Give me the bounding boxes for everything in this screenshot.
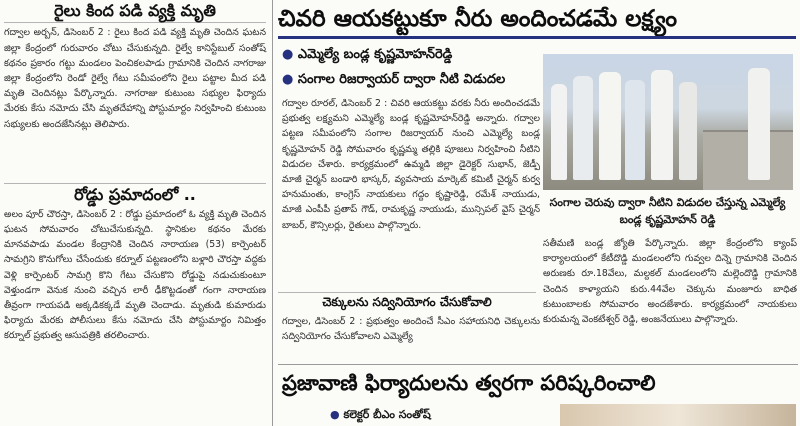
bottom-headline: ప్రజావాణి ఫిర్యాదులను త్వరగా పరిష్కరించాలి	[282, 371, 656, 395]
person-figure	[679, 82, 697, 180]
side-story-body: సతీమణి బండ్ల జ్యోతి పేర్కొన్నారు. జిల్లా కేంద్రంలోని క్యాంప్ కార్యాలయంలో కేటీదొడ్డి మండలంలోని గువ్వల దిన్నె గ్రామానికి చెందిన అరుణకు రూ.18వేలు, మల్దకల్ మండలంలోని మల్లెందొడ్డి గ్రామానికి చెందిన కాళ్యాయని కురు.44వేల చెక్కును మంజూరు బాధిత కుటుంబాలకు సోమవారం అందజేశారు. కార్యక్రమంలో నాయకులు కురుమన్న వెంకటేశ్వర్ రెడ్డి, అంజనేయులు పాల్గొన్నారు.	[543, 238, 797, 326]
bottom-divider	[278, 364, 798, 365]
person-figure	[748, 68, 770, 180]
bullet-line-1	[282, 45, 452, 65]
left-column	[0, 0, 270, 419]
person-figure	[625, 80, 645, 180]
story2-headline: రోడ్డు ప్రమాదంలో ..	[74, 185, 196, 205]
divider	[4, 183, 266, 184]
headline-underline	[278, 36, 796, 39]
bullet-icon: ●	[330, 408, 340, 421]
sub-story-headline: చెక్కులను సద్వినియోగం చేసుకోవాలి	[322, 295, 492, 309]
bottom-photo-strip	[560, 404, 796, 426]
bullet-line-2	[282, 70, 505, 90]
sub-story-body: గద్వాల, డిసెంబర్ 2 : ప్రభుత్వం అందించే సీఎం సహాయనిధి చెక్కులను సద్వినియోగం చేసుకోవాలని ఎమ్మెల్యే	[282, 316, 540, 343]
photo-caption: సంగాల చెరువు ద్వారా నీటిని విడుదల చేస్తున్న ఎమ్మెల్యే బండ్ల కృష్ణమోహన్ రెడ్డి	[549, 196, 786, 226]
person-figure	[573, 76, 593, 180]
main-story-body: గద్వాల రూరల్, డిసెంబర్ 2 : చివరి ఆయకట్టు వరకు నీరు అందించడమే ప్రభుత్వ లక్ష్యమని ఎమ్మెల్యే బండ్ల కృష్ణమోహన్‌రెడ్డి అన్నారు. గద్వాల పట్టణ సమీపంలోని సంగాల రిజర్వాయర్ నుంచి ఎమ్మెల్యే బండ్ల కృష్ణమోహన్ రెడ్డి సోమవారం కృష్ణమ్మ తల్లికి పూజలు నిర్వహించి నీటిని విడుదల చేశారు. కార్యక్రమంలో ఉమ్మడి జిల్లా డైరెక్టర్ సుభాన్, జెడ్పీ మాజీ చైర్మన్ బండారి భాస్కర్, వ్యవసాయ మార్కెట్ కమిటీ చైర్మన్ కుర్వ హనుమంతు, కాంగ్రెస్ నాయకులు గద్దం కృష్ణారెడ్డి, రమేశ్ నాయుడు, మాజీ ఎంపీపీ ప్రతాప్ గౌడ్, రామకృష్ణ నాయుడు, మున్సిపల్ వైస్ చైర్మన్ బాబర్, కౌన్సిలర్లు, రైతులు పాల్గొన్నారు.	[282, 98, 540, 231]
bullet-icon: ●	[282, 72, 294, 87]
news-photo	[543, 54, 793, 190]
bullet-text-2: సంగాల రిజర్వాయర్ ద్వారా నీటి విడుదల	[297, 72, 506, 87]
bottom-bullet	[330, 406, 431, 424]
divider	[4, 22, 266, 23]
main-banner-headline: చివరి ఆయకట్టుకూ నీరు అందించడమే లక్ష్యం	[278, 6, 678, 32]
story1-headline: రైలు కింద పడి వ్యక్తి మృతి	[54, 1, 216, 20]
person-figure	[551, 84, 567, 180]
section-divider	[278, 292, 536, 293]
story1-body: గద్వాల అర్బన్, డిసెంబర్ 2 : రైలు కింద పడి వ్యక్తి మృతి చెందిన ఘటన జిల్లా కేంద్రంలో గురువారం చోటు చేసుకున్నది. రైల్వే కానిస్టేబుల్ సంతోష్ కథనం ప్రకారం గట్టు మండలం పెంచికలపాడు గ్రామానికి చెందిన నాగరాజు జిల్లా కేంద్రంలోని రెండో రైల్వే గేటు సమీపంలోని రైలు పట్టాల మీద పడి మృతి చెందినట్లు పేర్కొన్నారు. నాగరాజు కుటుంబ సభ్యుల ఫిర్యాదు మేరకు కేసు నమోదు చేసి మృతదేహాన్ని పోస్టుమార్టం నిర్వహించి కుటుంబ సభ్యులకు అందజేసినట్లు తెలిపారు.	[4, 27, 266, 130]
person-figure	[651, 70, 673, 180]
bottom-bullet-text: కలెక్టర్ బీఎం సంతోష్	[343, 408, 431, 421]
person-figure	[599, 72, 621, 180]
bullet-icon: ●	[282, 47, 294, 62]
bullet-text-1: ఎమ్మెల్యే బండ్ల కృష్ణమోహన్‌రెడ్డి	[297, 47, 453, 62]
story2-body: అలం పూర్ చౌరస్తా, డిసెంబర్ 2 : రోడ్డు ప్రమాదంలో ఓ వ్యక్తి మృతి చెందిన ఘటన సోమవారం చోటుచేసుకున్నది. స్థానికుల కథనం మేరకు మానవపాడు మండల కేంద్రానికి చెందిన నారాయణ (53) కార్పెంటర్ సామగ్రిని కొనుగోలు చేసేందుకు కర్నూల్ పట్టణంలోని బళ్లారి చౌరస్తా వద్దకు వెళ్లి కార్పెంటర్ సామగ్రి కొని గేటు చేసుకొని రోడ్డుపై నడుచుకుంటూ వెళ్తుండగా వెనుక నుంచి వచ్చిన లారీ ఢీకొట్టడంతో గంగా నారాయణ తీవ్రంగా గాయపడి అక్కడికక్కడే మృతి చెందాడు. మృతుడి కుమారుడు ఫిర్యాదు మేరకు పోలీసులు కేసు నమోదు చేసి పోస్టుమార్టం నిమిత్తం కర్నూల్ ప్రభుత్వ ఆసుపత్రికి తరలించారు.	[4, 208, 266, 342]
column-divider	[272, 0, 273, 426]
